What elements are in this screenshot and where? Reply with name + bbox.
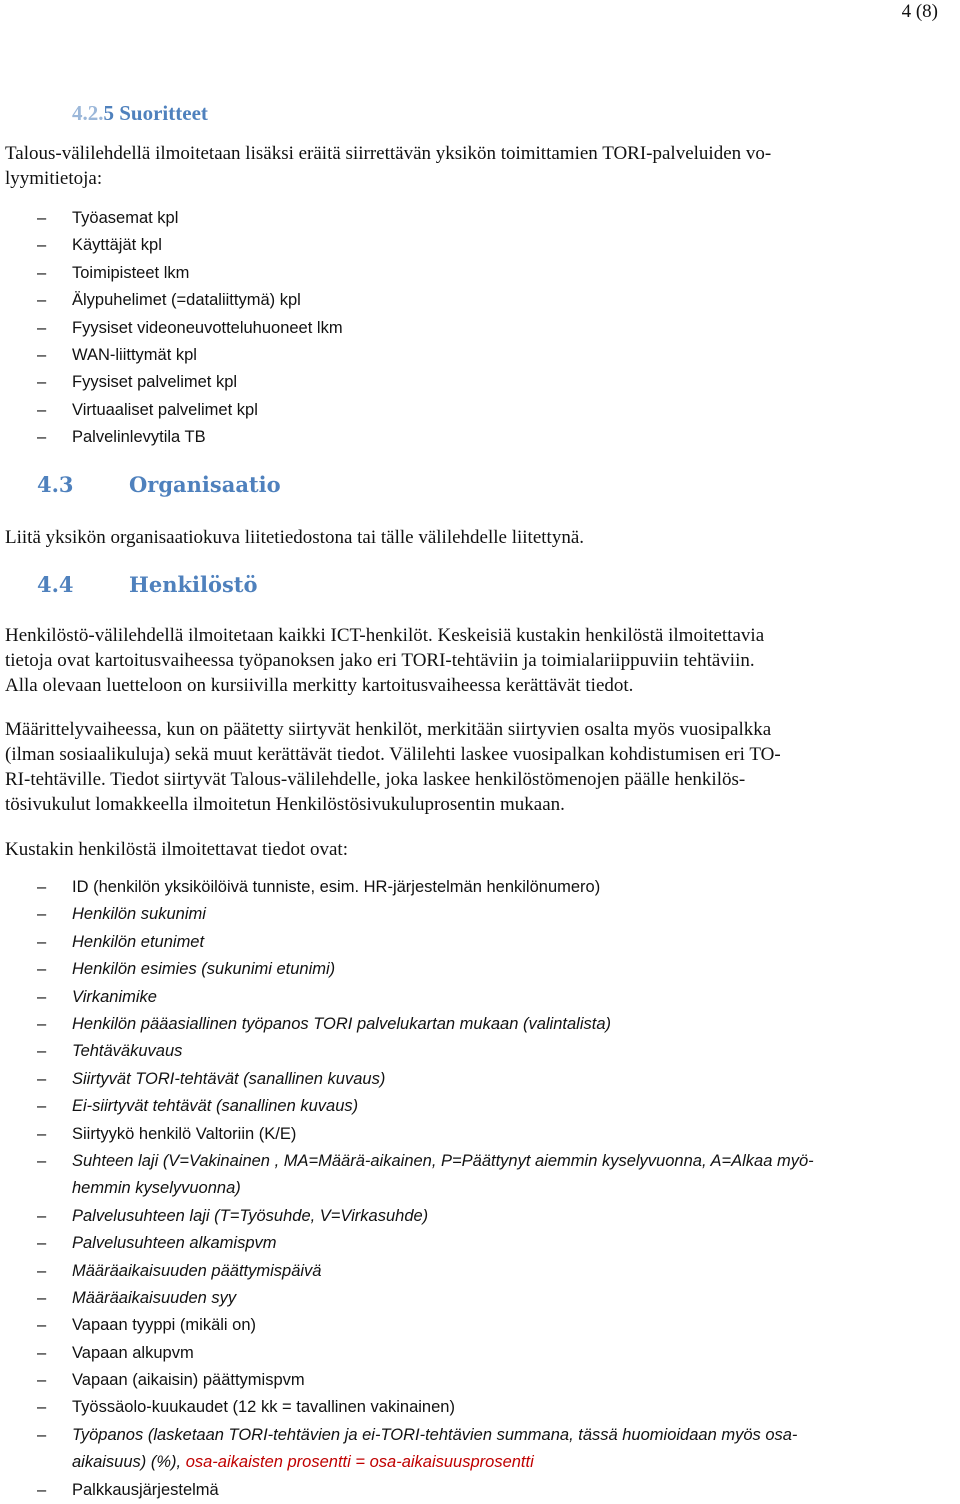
list-item <box>0 315 343 342</box>
dash-bullet: – <box>37 263 47 282</box>
list-item <box>0 901 932 928</box>
list-item-text: Palvelinlevytila TB <box>72 428 206 447</box>
dash-bullet: – <box>37 1042 47 1061</box>
list-item-text: Siirtyykö henkilö Valtoriin (K/E) <box>72 1124 297 1143</box>
list-item-text: Henkilön esimies (sukunimi etunimi) <box>72 960 336 979</box>
dash-bullet: – <box>37 209 47 227</box>
list-item-text: Henkilön pääasiallinen työpanos TORI palvelukartan mukaan (valintalista) <box>72 1014 611 1033</box>
dash-bullet: – <box>37 1343 47 1362</box>
list-item <box>0 1203 932 1230</box>
dash-bullet: – <box>37 1425 47 1444</box>
list-item <box>0 424 343 451</box>
volume-list <box>0 205 343 452</box>
list-item <box>0 1258 932 1285</box>
list-item-text: Ei-siirtyvät tehtävät (sanallinen kuvaus) <box>72 1097 359 1116</box>
list-item <box>0 369 343 396</box>
list-item-text: Henkilön etunimet <box>72 932 205 951</box>
staff-paragraph-3: Kustakin henkilöstä ilmoitettavat tiedot ovat: <box>5 839 348 860</box>
dash-bullet: – <box>37 1069 47 1088</box>
list-item-text: Fyysiset palvelimet kpl <box>72 373 238 392</box>
section-heading-4-3: 4.3 Organisaatio <box>37 472 281 497</box>
list-item <box>0 205 343 232</box>
list-item-text-continued: aikaisuus) (%), <box>72 1453 186 1472</box>
dash-bullet: – <box>37 1151 47 1170</box>
dash-bullet: – <box>37 1288 47 1307</box>
dash-bullet: – <box>37 318 47 337</box>
dash-bullet: – <box>37 1480 47 1499</box>
list-item-text: Fyysiset videoneuvotteluhuoneet lkm <box>72 318 343 337</box>
dash-bullet: – <box>37 1206 47 1225</box>
list-item <box>0 1230 932 1257</box>
list-item-text: Virkanimike <box>72 987 157 1006</box>
section-heading-4-2-5: 4.2.5 Suoritteet <box>72 101 208 125</box>
list-item <box>0 232 343 259</box>
list-item-text: Työasemat kpl <box>72 209 179 227</box>
list-item-text: Määräaikaisuuden päättymispäivä <box>72 1261 322 1280</box>
list-item <box>0 342 343 369</box>
list-item <box>0 1011 932 1038</box>
list-item-text: Suhteen laji (V=Vakinainen , MA=Määrä-aikainen, P=Päättynyt aiemmin kyselyvuonna, A=Alkaa myö- <box>72 1151 814 1170</box>
dash-bullet: – <box>37 1014 47 1033</box>
list-item-text: Käyttäjät kpl <box>72 236 162 255</box>
list-item-text: Virtuaaliset palvelimet kpl <box>72 400 258 419</box>
list-item-text: Henkilön sukunimi <box>72 905 206 924</box>
dash-bullet: – <box>37 1316 47 1335</box>
list-item-text: Palkkausjärjestelmä <box>72 1480 219 1499</box>
staff-paragraph-2: Määrittelyvaiheessa, kun on päätetty siirtyvät henkilöt, merkitään siirtyvien osalta myös vuosipalkka (ilman sosiaalikuluja) sekä muut kerättävät tiedot. Välilehti laskee vuosipalkan kohdistumisen eri TO- RI-tehtäville. Tiedot siirtyvät Talous-välilehdelle, joka laskee henkilöstömenojen päälle henkilös- tösivukulut lomakkeella ilmoitetun Henkilöstösivukuluprosentin mukaan. <box>5 719 781 815</box>
dash-bullet: – <box>37 1097 47 1116</box>
staff-paragraph-1: Henkilöstö-välilehdellä ilmoitetaan kaikki ICT-henkilöt. Keskeisiä kustakin henkilöstä ilmoitettavia tietoja ovat kartoitusvaiheessa työpanoksen jako eri TORI-tehtäviin ja toimialariippuviin tehtäviin. Alla olevaan luetteloon on kursiivilla merkitty kartoitusvaiheessa kerättävät tiedot. <box>5 625 765 696</box>
dash-bullet: – <box>37 878 47 896</box>
list-item <box>0 1066 932 1093</box>
list-item <box>0 1340 932 1367</box>
list-item-text: Älypuhelimet (=dataliittymä) kpl <box>72 291 301 310</box>
list-item-text: Työpanos (lasketaan TORI-tehtävien ja ei-TORI-tehtävien summana, tässä huomioidaan myös osa- <box>72 1425 798 1444</box>
list-item <box>0 1121 932 1148</box>
list-item <box>0 1367 932 1394</box>
dash-bullet: – <box>37 291 47 310</box>
organisation-text: Liitä yksikön organisaatiokuva liitetiedostona tai tälle välilehdelle liitettynä. <box>5 527 584 548</box>
list-item <box>0 1312 932 1339</box>
dash-bullet: – <box>37 1261 47 1280</box>
list-item <box>0 984 932 1011</box>
dash-bullet: – <box>37 960 47 979</box>
list-item-text: Työssäolo-kuukaudet (12 kk = tavallinen vakinainen) <box>72 1398 455 1417</box>
list-item-text: ID (henkilön yksiköilöivä tunniste, esim. HR-järjestelmän henkilönumero) <box>72 878 601 896</box>
list-item-text: Vapaan (aikaisin) päättymispvm <box>72 1371 305 1390</box>
person-field-list <box>0 874 932 1504</box>
dash-bullet: – <box>37 1398 47 1417</box>
list-item <box>0 929 932 956</box>
list-item-text-continued: hemmin kyselyvuonna) <box>72 1179 241 1198</box>
intro-paragraph: Talous-välilehdellä ilmoitetaan lisäksi eräitä siirrettävän yksikön toimittamien TORI-palveluiden vo- lyymitietoja: <box>5 143 772 189</box>
list-item <box>0 874 932 901</box>
dash-bullet: – <box>37 373 47 392</box>
list-item <box>0 1148 932 1203</box>
list-item-text: Siirtyvät TORI-tehtävät (sanallinen kuvaus) <box>72 1069 386 1088</box>
list-item <box>0 397 343 424</box>
dash-bullet: – <box>37 905 47 924</box>
list-item-text: Palvelusuhteen alkamispvm <box>72 1234 277 1253</box>
dash-bullet: – <box>37 428 47 447</box>
dash-bullet: – <box>37 1124 47 1143</box>
dash-bullet: – <box>37 1371 47 1390</box>
list-item-text: WAN-liittymät kpl <box>72 345 197 364</box>
list-item-text-highlight: osa-aikaisten prosentti = osa-aikaisuusprosentti <box>185 1453 534 1472</box>
dash-bullet: – <box>37 236 47 255</box>
list-item <box>0 260 343 287</box>
list-item-text: Vapaan tyyppi (mikäli on) <box>72 1316 257 1335</box>
page-number: 4 (8) <box>901 1 938 22</box>
list-item <box>0 1422 932 1477</box>
dash-bullet: – <box>37 345 47 364</box>
list-item-text: Palvelusuhteen laji (T=Työsuhde, V=Virkasuhde) <box>72 1206 429 1225</box>
list-item <box>0 1394 932 1421</box>
section-heading-4-4: 4.4 Henkilöstö <box>37 572 258 597</box>
list-item <box>0 1285 932 1312</box>
list-item <box>0 1093 932 1120</box>
dash-bullet: – <box>37 1234 47 1253</box>
list-item-text: Toimipisteet lkm <box>72 263 190 282</box>
list-item-text: Vapaan alkupvm <box>72 1343 194 1362</box>
list-item <box>0 956 932 983</box>
list-item-text: Määräaikaisuuden syy <box>72 1288 237 1307</box>
list-item <box>0 1038 932 1065</box>
dash-bullet: – <box>37 400 47 419</box>
list-item <box>0 287 343 314</box>
list-item-text: Tehtäväkuvaus <box>72 1042 183 1061</box>
dash-bullet: – <box>37 932 47 951</box>
dash-bullet: – <box>37 987 47 1006</box>
